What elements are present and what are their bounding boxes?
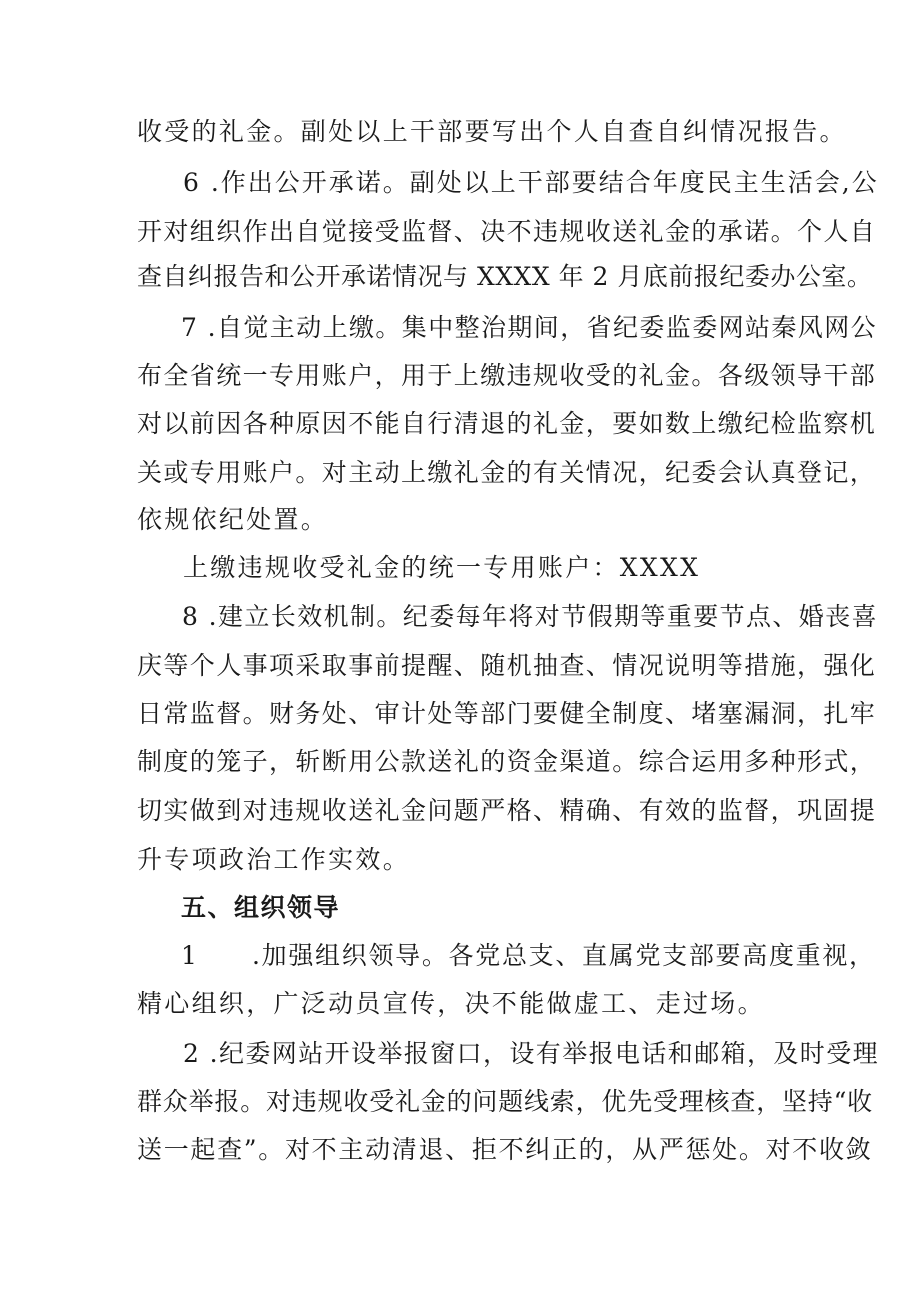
paragraph-line: 日常监督。财务处、审计处等部门要健全制度、堵塞漏洞，扎牢 xyxy=(137,699,877,728)
paragraph-line: 制度的笼子，斩断用公款送礼的资金渠道。综合运用多种形式， xyxy=(137,747,877,776)
section-heading: 五、组织领导 xyxy=(181,893,341,922)
paragraph-line: 开对组织作出自觉接受监督、决不违规收送礼金的承诺。个人自 xyxy=(137,217,877,246)
paragraph-line: 升专项政治工作实效。 xyxy=(137,845,411,874)
paragraph-line: 对以前因各种原因不能自行清退的礼金，要如数上缴纪检监察机 xyxy=(137,409,877,438)
paragraph-line: 切实做到对违规收送礼金问题严格、精确、有效的监督，巩固提 xyxy=(137,796,877,825)
paragraph-line: 送一起查”。对不主动清退、拒不纠正的，从严惩处。对不收敛 xyxy=(137,1135,873,1164)
paragraph-line: 7 .自觉主动上缴。集中整治期间，省纪委监委网站秦风网公 xyxy=(181,313,878,342)
paragraph-line: 收受的礼金。副处以上干部要写出个人自查自纠情况报告。 xyxy=(137,117,847,146)
paragraph-line: 上缴违规收受礼金的统一专用账户：XXXX xyxy=(183,553,701,582)
paragraph-line: 依规依纪处置。 xyxy=(137,505,329,534)
paragraph-line: 8 .建立长效机制。纪委每年将对节假期等重要节点、婚丧喜 xyxy=(182,602,879,631)
paragraph-line: 1 .加强组织领导。各党总支、直属党支部要高度重视， xyxy=(181,941,876,970)
paragraph-line: 精心组织，广泛动员宣传，决不能做虚工、走过场。 xyxy=(137,989,765,1018)
paragraph-line: 关或专用账户。对主动上缴礼金的有关情况，纪委会认真登记， xyxy=(137,458,877,487)
paragraph-line: 群众举报。对违规收受礼金的问题线索，优先受理核查，坚持“收 xyxy=(137,1087,873,1116)
paragraph-line: 庆等个人事项采取事前提醒、随机抽查、情况说明等措施，强化 xyxy=(137,651,877,680)
paragraph-line: 查自纠报告和公开承诺情况与 XXXX 年 2 月底前报纪委办公室。 xyxy=(137,262,873,291)
paragraph-line: 布全省统一专用账户，用于上缴违规收受的礼金。各级领导干部 xyxy=(137,361,877,390)
paragraph-line: 2 .纪委网站开设举报窗口，设有举报电话和邮箱，及时受理 xyxy=(183,1039,880,1068)
paragraph-line: 6 .作出公开承诺。副处以上干部要结合年度民主生活会,公 xyxy=(183,168,879,197)
